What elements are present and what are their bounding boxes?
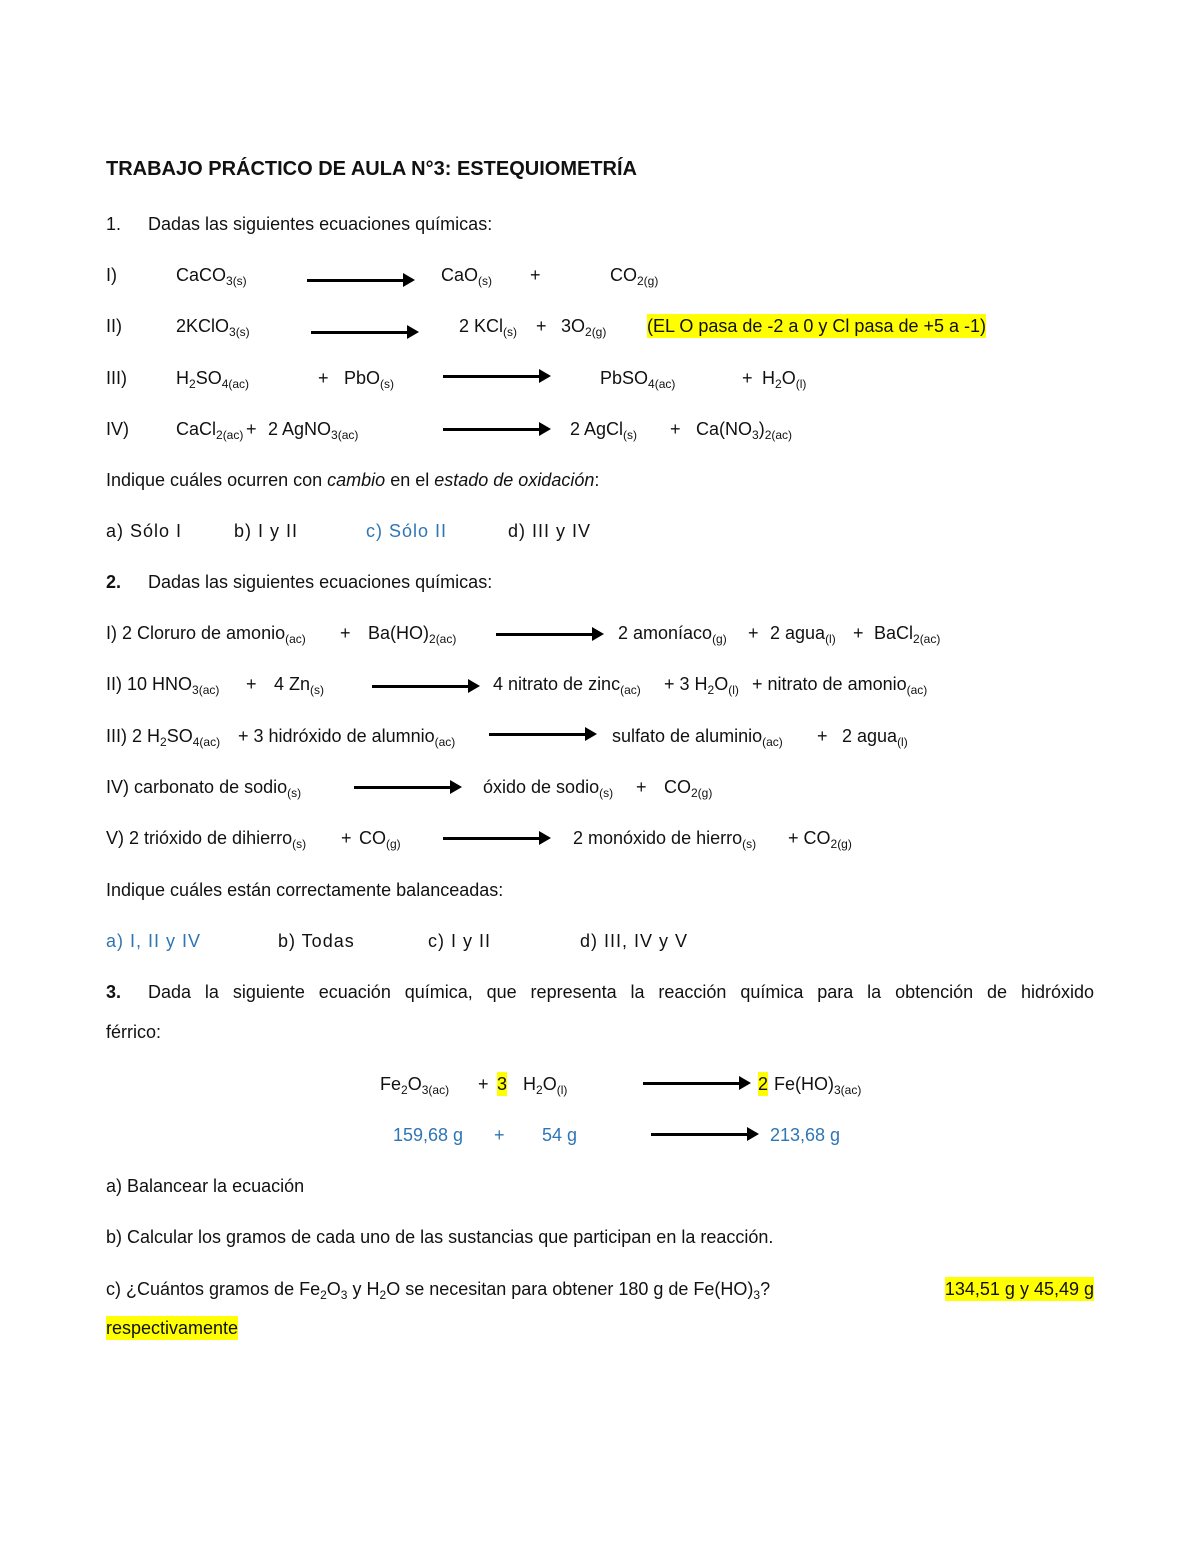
q3-part-b: b) Calcular los gramos de cada uno de las sustancias que participan en la reacción.	[106, 1227, 774, 1247]
q2-eq5-arrow	[443, 837, 547, 840]
eq3-label: III)	[106, 368, 127, 388]
q2-eq1-plus-3: +	[853, 623, 864, 643]
q2-eq5-reactant-2: $CO_{(g)}$	[359, 828, 401, 851]
q3-mass-reactant-1: 159,68 g	[393, 1125, 464, 1145]
q1-option-a: a) Sólo I	[106, 521, 183, 541]
q2-statement: Dadas las siguientes ecuaciones químicas:	[148, 572, 493, 592]
q2-eq2-reactant-1: II) 10 $HNO_{3(ac)}$	[106, 674, 220, 697]
eq1-label: I)	[106, 265, 117, 285]
q2-option-c: c) I y II	[428, 931, 491, 951]
q2-eq1-product-1: 2 amoníaco$_{(g)}$	[618, 623, 727, 646]
eq2-product-1: 2 KCl$_{(s)}$	[459, 316, 518, 339]
eq3-product-2: $H_2O_{(l)}$	[762, 368, 807, 391]
eq4-plus-1: +	[246, 419, 257, 439]
eq3-arrow	[443, 375, 547, 378]
q1-option-c-correct: c) Sólo II	[366, 521, 448, 541]
eq2-oxidation-note: (EL O pasa de -2 a 0 y Cl pasa de +5 a -1)	[647, 316, 987, 336]
q3-part-c-answer-continued: respectivamente	[106, 1318, 239, 1338]
q2-eq3-arrow	[489, 733, 593, 736]
q2-eq4-product-1: óxido de sodio$_{(s)}$	[483, 777, 614, 800]
eq1-plus: +	[530, 265, 541, 285]
q3-mass-reactant-2: 54 g	[542, 1125, 578, 1145]
q2-eq1-plus-2: +	[748, 623, 759, 643]
eq3-reactant-1: $H_2SO_{4(ac)}$	[176, 368, 250, 391]
q2-eq1-reactant-2: $Ba(HO)_{2(ac)}$	[368, 623, 457, 646]
q3-eq-arrow	[643, 1082, 747, 1085]
eq3-plus-1: +	[318, 368, 329, 388]
q1-number: 1.	[106, 214, 122, 234]
q3-eq-reactant-2: $H_2O_{(l)}$	[523, 1074, 568, 1097]
eq1-arrow	[307, 279, 411, 282]
q2-eq1-plus: +	[340, 623, 351, 643]
q2-eq1-reactant-1: I) 2 Cloruro de amonio$_{(ac)}$	[106, 623, 306, 646]
q3-eq-coefficient-product: 2	[758, 1074, 769, 1094]
q2-eq5-plus: +	[341, 828, 352, 848]
q3-statement-line-2: férrico:	[106, 1022, 162, 1042]
q2-number: 2.	[106, 572, 122, 592]
eq3-plus-2: +	[742, 368, 753, 388]
q3-mass-plus: +	[494, 1125, 505, 1145]
q3-part-c-answer: 134,51 g y 45,49 g	[944, 1279, 1094, 1299]
q2-eq4-arrow	[354, 786, 458, 789]
eq1-product-1: CaO$_{(s)}$	[441, 265, 493, 288]
q2-eq3-product-2: 2 agua$_{(l)}$	[842, 726, 908, 749]
eq4-reactant-2: 2 AgNO$_{3(ac)}$	[268, 419, 359, 442]
q2-eq2-reactant-2: 4 $Zn_{(s)}$	[274, 674, 325, 697]
q3-statement-line-1: Dada la siguiente ecuación química, que representa la reacción química para la obtención de hidróxido	[148, 982, 1094, 1002]
q2-option-d: d) III, IV y V	[580, 931, 689, 951]
q3-part-c-question: c) ¿Cuántos gramos de $Fe_2O_3$ y $H_2O$ se necesitan para obtener 180 g de $Fe(HO)_3$?	[106, 1279, 771, 1302]
q2-option-b: b) Todas	[278, 931, 355, 951]
q2-eq3-plus: +	[817, 726, 828, 746]
q2-eq1-arrow	[496, 633, 600, 636]
q2-eq5-reactant-1: V) 2 trióxido de dihierro$_{(s)}$	[106, 828, 307, 851]
eq2-product-2: $3O_{2(g)}$	[561, 316, 607, 339]
q2-eq2-product-3: + nitrato de amonio$_{(ac)}$	[752, 674, 928, 697]
q2-eq4-reactant: IV) carbonato de sodio$_{(s)}$	[106, 777, 302, 800]
eq3-reactant-2: PbO$_{(s)}$	[344, 368, 395, 391]
eq2-plus: +	[536, 316, 547, 336]
eq2-arrow	[311, 331, 415, 334]
q2-eq2-product-1: 4 nitrato de zinc$_{(ac)}$	[493, 674, 641, 697]
eq3-product-1: PbSO$_{4(ac)}$	[600, 368, 676, 391]
q3-eq-reactant-1: $Fe_2O_{3(ac)}$	[380, 1074, 450, 1097]
eq1-product-2: $CO_{2(g)}$	[610, 265, 659, 288]
eq2-label: II)	[106, 316, 122, 336]
q2-eq5-product-1: 2 monóxido de hierro$_{(s)}$	[573, 828, 757, 851]
page-title: TRABAJO PRÁCTICO DE AULA N°3: ESTEQUIOMETRÍA	[106, 158, 637, 180]
q2-eq1-product-3: BaCl$_{2(ac)}$	[874, 623, 941, 646]
q2-eq3-reactant-1: III) 2 $H_2SO_{4(ac)}$	[106, 726, 221, 749]
q1-statement: Dadas las siguientes ecuaciones químicas:	[148, 214, 493, 234]
q2-eq2-arrow	[372, 685, 476, 688]
q2-eq4-product-2: $CO_{2(g)}$	[664, 777, 713, 800]
q3-mass-arrow	[651, 1133, 755, 1136]
eq4-label: IV)	[106, 419, 130, 439]
q1-option-b: b) I y II	[234, 521, 299, 541]
q3-number: 3.	[106, 982, 122, 1002]
q1-option-d: d) III y IV	[508, 521, 592, 541]
q2-eq3-reactant-2: + 3 hidróxido de alumnio$_{(ac)}$	[238, 726, 456, 749]
eq4-product-1: 2 AgCl$_{(s)}$	[570, 419, 638, 442]
eq2-reactant: 2KClO$_{3(s)}$	[176, 316, 250, 339]
q3-part-c	[106, 1277, 1094, 1301]
q2-eq5-product-2: + $CO_{2(g)}$	[788, 828, 852, 851]
q2-question: Indique cuáles están correctamente balanceadas:	[106, 880, 504, 900]
q3-part-a: a) Balancear la ecuación	[106, 1176, 305, 1196]
q3-eq-plus: +	[478, 1074, 489, 1094]
eq4-product-2: $Ca(NO_3)_{2(ac)}$	[696, 419, 793, 442]
q2-eq1-product-2: 2 agua$_{(l)}$	[770, 623, 836, 646]
q3-eq-product: $Fe(HO)_{3(ac)}$	[774, 1074, 862, 1097]
q2-eq2-plus: +	[246, 674, 257, 694]
q2-eq2-product-2: + 3 $H_2O_{(l)}$	[664, 674, 739, 697]
eq1-reactant: CaCO$_{3(s)}$	[176, 265, 247, 288]
eq4-arrow	[443, 428, 547, 431]
q2-eq3-product-1: sulfato de aluminio$_{(ac)}$	[612, 726, 783, 749]
q3-mass-product: 213,68 g	[770, 1125, 841, 1145]
q3-eq-coefficient-water: 3	[497, 1074, 508, 1094]
q1-question: Indique cuáles ocurren con cambio en el estado de oxidación:	[106, 470, 600, 490]
q2-option-a-correct: a) I, II y IV	[106, 931, 202, 951]
q2-eq4-plus: +	[636, 777, 647, 797]
eq4-reactant-1: CaCl$_{2(ac)}$	[176, 419, 244, 442]
eq4-plus-2: +	[670, 419, 681, 439]
